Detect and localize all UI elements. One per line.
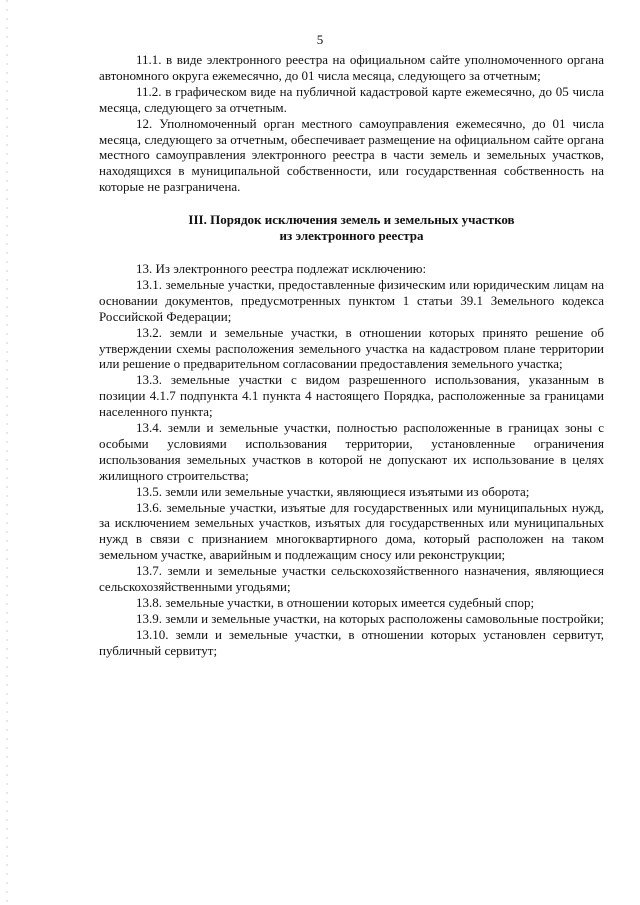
paragraph-13-3: 13.3. земельные участки с видом разрешенного использования, указанным в позиции 4.1.7 подпункта 4.1 пункта 4 настоящего Порядка, расположенные за границами населенного пункта; [99,372,604,420]
section-heading-line-1: III. Порядок исключения земель и земельных участков [188,212,515,228]
paragraph-13-4: 13.4. земли и земельные участки, полностью расположенные в границах зоны с особыми условиями использования территории, установленные ограничения использования земельных участков в которой не допускают их использование в целях жилищного строительства; [99,420,604,483]
paragraph-11-1: 11.1. в виде электронного реестра на официальном сайте уполномоченного органа автономного округа ежемесячно, до 01 числа месяца, следующего за отчетным; [99,52,604,83]
paragraph-13-7: 13.7. земли и земельные участки сельскохозяйственного назначения, являющиеся сельскохозяйственными угодьями; [99,563,604,595]
paragraph-13-8: 13.8. земельные участки, в отношении которых имеется судебный спор; [136,595,535,610]
paragraph-13-6: 13.6. земельные участки, изъятые для государственных или муниципальных нужд, за исключением земельных участков, изъятых для государственных или муниципальных нужд в связи с признанием многоквартирного дома, который расположен на таком земельном участке, аварийным и подлежащим сносу или реконструкции; [99,499,604,563]
document-body [99,52,604,659]
paragraph-13-5: 13.5. земли или земельные участки, являющиеся изъятыми из оборота; [136,483,530,499]
paragraph-11-2: 11.2. в графическом виде на публичной кадастровой карте ежемесячно, до 05 числа месяца, следующего за отчетным. [99,83,604,115]
paragraph-13-9: 13.9. земли и земельные участки, на которых расположены самовольные постройки; [136,610,604,626]
paragraph-13-2: 13.2. земли и земельные участки, в отношении которых принято решение об утверждении схемы расположения земельного участка на кадастровом плане территории или решение о предварительном согласовании предоставления земельного участка; [99,324,604,372]
paragraph-13-10: 13.10. земли и земельные участки, в отношении которых установлен сервитут, публичный сервитут; [99,626,604,658]
section-heading-line-2: из электронного реестра [279,228,424,244]
paragraph-13-1: 13.1. земельные участки, предоставленные физическим или юридическим лицам на основании документов, предусмотренных пунктом 1 статьи 39.1 Земельного кодекса Российской Федерации; [99,276,604,324]
page-number: 5 [316,32,324,47]
section-heading [99,212,604,244]
paragraph-13: 13. Из электронного реестра подлежат исключению: [136,260,427,276]
scan-margin-marks [6,0,8,905]
paragraph-12: 12. Уполномоченный орган местного самоуправления ежемесячно, до 01 числа месяца, следующего за отчетным, обеспечивает размещение на официальном сайте органа местного самоуправления электронного реестра в части земель и земельных участков, находящихся в муниципальной собственности, или государственная собственность на которые не разграничена. [99,115,604,195]
